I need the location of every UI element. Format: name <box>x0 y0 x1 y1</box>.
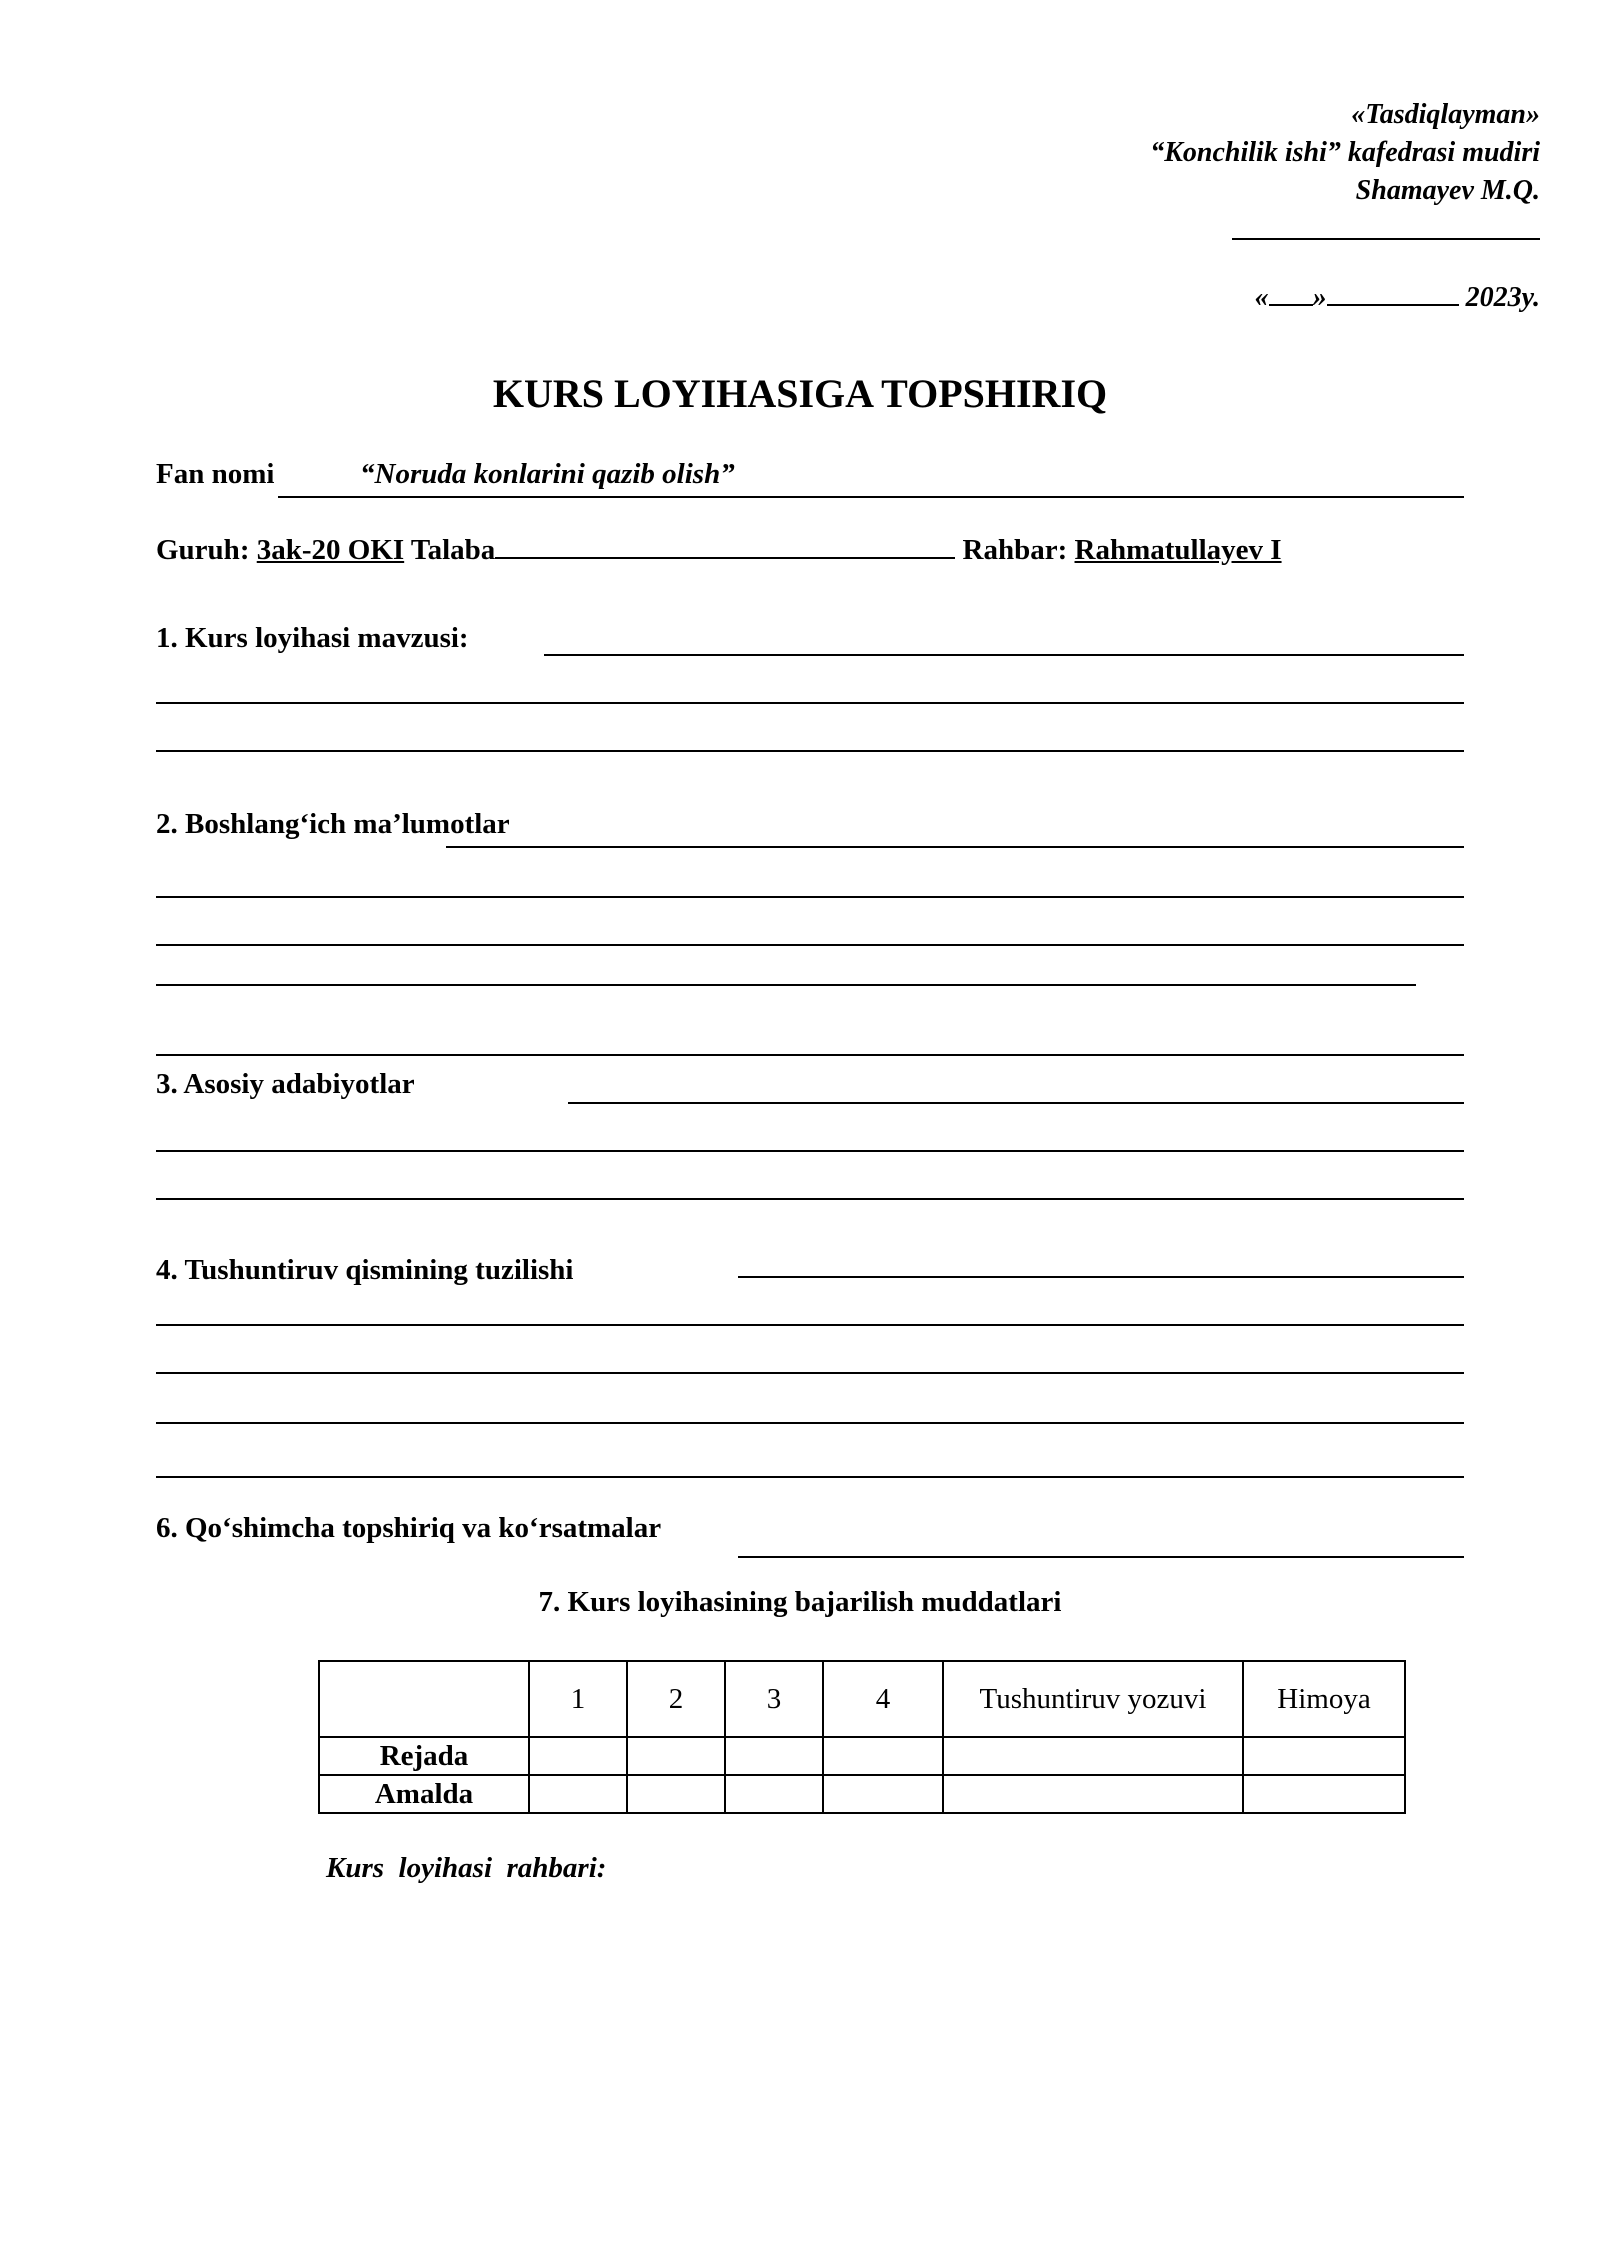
schedule-row <box>319 1737 1405 1775</box>
page-title: KURS LOYIHASIGA TOPSHIRIQ <box>492 371 1108 416</box>
section-2-line-2 <box>156 896 1464 898</box>
section-4-line-3 <box>156 1372 1464 1374</box>
section-1-line-3 <box>156 750 1464 752</box>
schedule-header-cell: 2 <box>627 1661 725 1737</box>
leader-label: Kurs loyihasi rahbari: <box>326 1852 607 1884</box>
date-day-blank <box>1269 303 1313 306</box>
fan-line <box>278 496 1464 498</box>
date-year: 2023y. <box>1465 282 1540 313</box>
section-3-line-1 <box>568 1102 1464 1104</box>
schedule-header-cell: 3 <box>725 1661 823 1737</box>
approval-line-1: «Tasdiqlayman» <box>1351 99 1540 130</box>
approval-line-3: Shamayev M.Q. <box>1355 175 1540 206</box>
section-3-line-2 <box>156 1150 1464 1152</box>
section-4-label: 4. Tushuntiruv qismining tuzilishi <box>156 1254 574 1286</box>
approval-line-2: “Konchilik ishi” kafedrasi mudiri <box>1150 137 1540 168</box>
approval-date <box>1255 282 1540 314</box>
schedule-header-cell: 1 <box>529 1661 627 1737</box>
section-7-label: 7. Kurs loyihasining bajarilish muddatlari <box>538 1586 1062 1618</box>
date-month-blank <box>1327 303 1459 306</box>
section-4-line-1 <box>738 1276 1464 1278</box>
schedule-cell[interactable] <box>627 1737 725 1775</box>
student-label: Talaba <box>410 534 496 566</box>
schedule-cell[interactable] <box>943 1775 1243 1813</box>
schedule-row-label: Amalda <box>319 1775 529 1813</box>
section-4-line-5 <box>156 1476 1464 1478</box>
schedule-row <box>319 1775 1405 1813</box>
section-3-line-3 <box>156 1198 1464 1200</box>
schedule-cell[interactable] <box>823 1775 943 1813</box>
schedule-header-row <box>319 1661 1405 1737</box>
section-3-label: 3. Asosiy adabiyotlar <box>156 1068 415 1100</box>
section-2-line-4 <box>156 984 1416 986</box>
section-2-label: 2. Boshlang‘ich ma’lumotlar <box>156 808 510 840</box>
section-6-label: 6. Qo‘shimcha topshiriq va ko‘rsatmalar <box>156 1512 662 1544</box>
schedule-table <box>318 1660 1406 1814</box>
fan-value: “Noruda konlarini qazib olish” <box>360 458 735 490</box>
section-4-line-4 <box>156 1422 1464 1424</box>
supervisor-label: Rahbar: <box>962 534 1068 566</box>
supervisor-value: Rahmatullayev I <box>1074 534 1282 566</box>
group-value: 3ak-20 OKI <box>256 534 405 566</box>
schedule-cell[interactable] <box>529 1775 627 1813</box>
fan-label: Fan nomi <box>156 458 275 490</box>
schedule-cell[interactable] <box>529 1737 627 1775</box>
schedule-header-cell: 4 <box>823 1661 943 1737</box>
section-2-line-3 <box>156 944 1464 946</box>
approval-block <box>1150 96 1540 210</box>
date-close-quote: » <box>1312 282 1327 313</box>
schedule-cell[interactable] <box>823 1737 943 1775</box>
schedule-cell[interactable] <box>627 1775 725 1813</box>
schedule-header-cell: Tushuntiruv yozuvi <box>943 1661 1243 1737</box>
schedule-cell[interactable] <box>725 1737 823 1775</box>
section-1-label: 1. Kurs loyihasi mavzusi: <box>156 622 469 654</box>
schedule-header-cell: Himoya <box>1243 1661 1405 1737</box>
section-2-line-5 <box>156 1054 1464 1056</box>
schedule-cell[interactable] <box>943 1737 1243 1775</box>
date-open-quote: « <box>1254 282 1269 313</box>
schedule-cell[interactable] <box>1243 1737 1405 1775</box>
section-1-line-1 <box>544 654 1464 656</box>
group-label: Guruh: <box>156 534 250 566</box>
section-6-line-1 <box>738 1556 1464 1558</box>
schedule-cell[interactable] <box>725 1775 823 1813</box>
schedule-row-label: Rejada <box>319 1737 529 1775</box>
group-row <box>156 534 1282 567</box>
student-line <box>495 556 955 559</box>
schedule-cell[interactable] <box>1243 1775 1405 1813</box>
schedule-header-cell <box>319 1661 529 1737</box>
section-2-line-1 <box>446 846 1464 848</box>
approval-signature-line <box>1232 238 1540 240</box>
section-4-line-2 <box>156 1324 1464 1326</box>
section-1-line-2 <box>156 702 1464 704</box>
